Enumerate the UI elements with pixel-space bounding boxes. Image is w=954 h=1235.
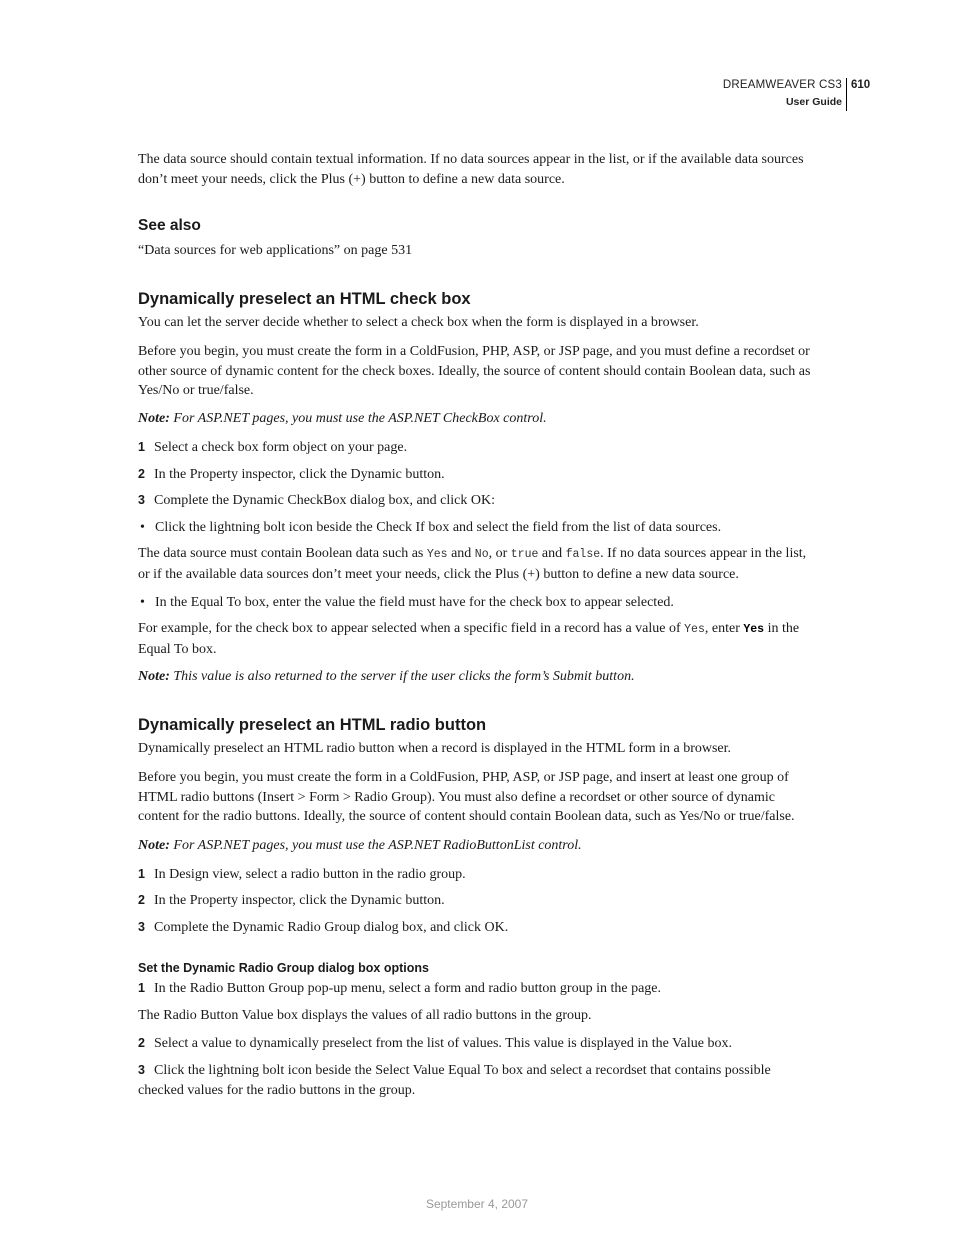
step-text: Click the lightning bolt icon beside the Select Value Equal To box and select a recordset that contains possible checked values for the radio buttons in the group. xyxy=(138,1063,771,1098)
see-also-heading: See also xyxy=(138,217,201,234)
radio-intro: Dynamically preselect an HTML radio button when a record is displayed in the HTML form in a browser. xyxy=(138,741,732,756)
guide-name: User Guide xyxy=(785,96,842,108)
checkbox-bullet-2 xyxy=(138,593,818,613)
product-name: DREAMWEAVER CS3 xyxy=(722,79,842,91)
radio-step-1 xyxy=(138,865,818,885)
text-run: The data source must contain Boolean data such as xyxy=(138,546,427,561)
bullet-dot: • xyxy=(140,595,145,610)
step-number: 1 xyxy=(138,981,145,995)
bullet-dot: • xyxy=(140,520,145,535)
see-also-link[interactable]: “Data sources for web applications” on page 531 xyxy=(138,243,413,258)
step-number: 3 xyxy=(138,920,145,934)
step-text: In the Radio Button Group pop-up menu, select a form and radio button group in the page. xyxy=(154,981,662,996)
checkbox-prereq: Before you begin, you must create the form in a ColdFusion, PHP, ASP, or JSP page, and you must define a recordset or other source of dynamic content for the check boxes. Ideally, the source of content should contain Boolean data, such as Yes/No or true/false. xyxy=(138,344,811,399)
options-step-3 xyxy=(138,1061,818,1100)
step-text: Complete the Dynamic Radio Group dialog box, and click OK. xyxy=(154,920,509,935)
radio-section-heading: Dynamically preselect an HTML radio button xyxy=(138,716,487,734)
code-false: false xyxy=(565,548,601,561)
options-step-2 xyxy=(138,1034,818,1054)
footer-date: September 4, 2007 xyxy=(425,1197,529,1211)
intro-paragraph: The data source should contain textual information. If no data sources appear in the list, or if the available data sources don’t meet your needs, click the Plus (+) button to define a new data source. xyxy=(138,152,804,187)
text-run: . If no data sources appear in the list, or if the available data sources don’t meet your needs, click the Plus (+) button to define a new data source. xyxy=(138,546,807,582)
checkbox-step-2 xyxy=(138,465,818,485)
note-text: For ASP.NET pages, you must use the ASP.NET CheckBox control. xyxy=(169,411,547,426)
step-number: 3 xyxy=(138,493,145,507)
step-number: 2 xyxy=(138,467,145,481)
page-number: 610 xyxy=(851,79,871,91)
checkbox-bullet-1 xyxy=(138,518,818,538)
bullet-text: Click the lightning bolt icon beside the Check If box and select the field from the list of data sources. xyxy=(155,520,722,535)
note-label: Note: xyxy=(138,838,170,853)
step-text: In the Property inspector, click the Dynamic button. xyxy=(154,893,445,908)
code-true: true xyxy=(510,548,539,561)
page-header xyxy=(0,78,954,114)
header-divider xyxy=(846,78,847,111)
step-number: 1 xyxy=(138,867,145,881)
checkbox-section-heading: Dynamically preselect an HTML check box xyxy=(138,290,471,308)
note-text: This value is also returned to the server if the user clicks the form’s Submit button. xyxy=(169,669,635,684)
checkbox-note xyxy=(138,409,818,429)
note-label: Note: xyxy=(138,411,170,426)
step-text: Select a check box form object on your page. xyxy=(154,440,408,455)
step-text: In the Property inspector, click the Dynamic button. xyxy=(154,467,445,482)
step-number: 2 xyxy=(138,893,145,907)
text-run: in the Equal To box. xyxy=(138,621,800,657)
text-run: For example, for the check box to appear selected when a specific field in a record has a value of xyxy=(138,621,685,636)
text-run: and xyxy=(538,546,566,561)
checkbox-step-1 xyxy=(138,438,818,458)
note-text: For ASP.NET pages, you must use the ASP.NET RadioButtonList control. xyxy=(169,838,582,853)
step-text: In Design view, select a radio button in the radio group. xyxy=(154,867,466,882)
text-run: , or xyxy=(488,546,511,561)
step-number: 1 xyxy=(138,440,145,454)
radio-prereq: Before you begin, you must create the form in a ColdFusion, PHP, ASP, or JSP page, and insert at least one group of HTML radio buttons (Insert > Form > Radio Group). You must also define a recordset or other source of dynamic content for the radio buttons. Ideally, the source of content should contain Boolean data, such as Yes/No or true/false. xyxy=(138,770,795,825)
radio-step-3 xyxy=(138,918,818,938)
step-number: 3 xyxy=(138,1063,145,1077)
code-yes-bold: Yes xyxy=(743,623,765,636)
text-run: , enter xyxy=(704,621,744,636)
code-no: No xyxy=(474,548,489,561)
radio-note xyxy=(138,836,818,856)
note-label: Note: xyxy=(138,669,170,684)
code-yes: Yes xyxy=(426,548,448,561)
example-paragraph xyxy=(138,619,818,659)
step-number: 2 xyxy=(138,1036,145,1050)
options-section-heading: Set the Dynamic Radio Group dialog box options xyxy=(138,961,429,975)
step-text: Select a value to dynamically preselect from the list of values. This value is displayed in the Value box. xyxy=(154,1036,732,1051)
options-step-1 xyxy=(138,979,818,999)
options-paragraph: The Radio Button Value box displays the values of all radio buttons in the group. xyxy=(138,1008,592,1023)
checkbox-intro: You can let the server decide whether to select a check box when the form is displayed in a browser. xyxy=(138,315,699,330)
radio-step-2 xyxy=(138,891,818,911)
code-yes: Yes xyxy=(684,623,705,636)
step-text: Complete the Dynamic CheckBox dialog box, and click OK: xyxy=(154,493,495,508)
submit-note xyxy=(138,667,818,687)
bullet-text: In the Equal To box, enter the value the field must have for the check box to appear selected. xyxy=(155,595,674,610)
text-run: and xyxy=(447,546,475,561)
boolean-data-paragraph xyxy=(138,544,818,584)
checkbox-step-3 xyxy=(138,491,818,511)
